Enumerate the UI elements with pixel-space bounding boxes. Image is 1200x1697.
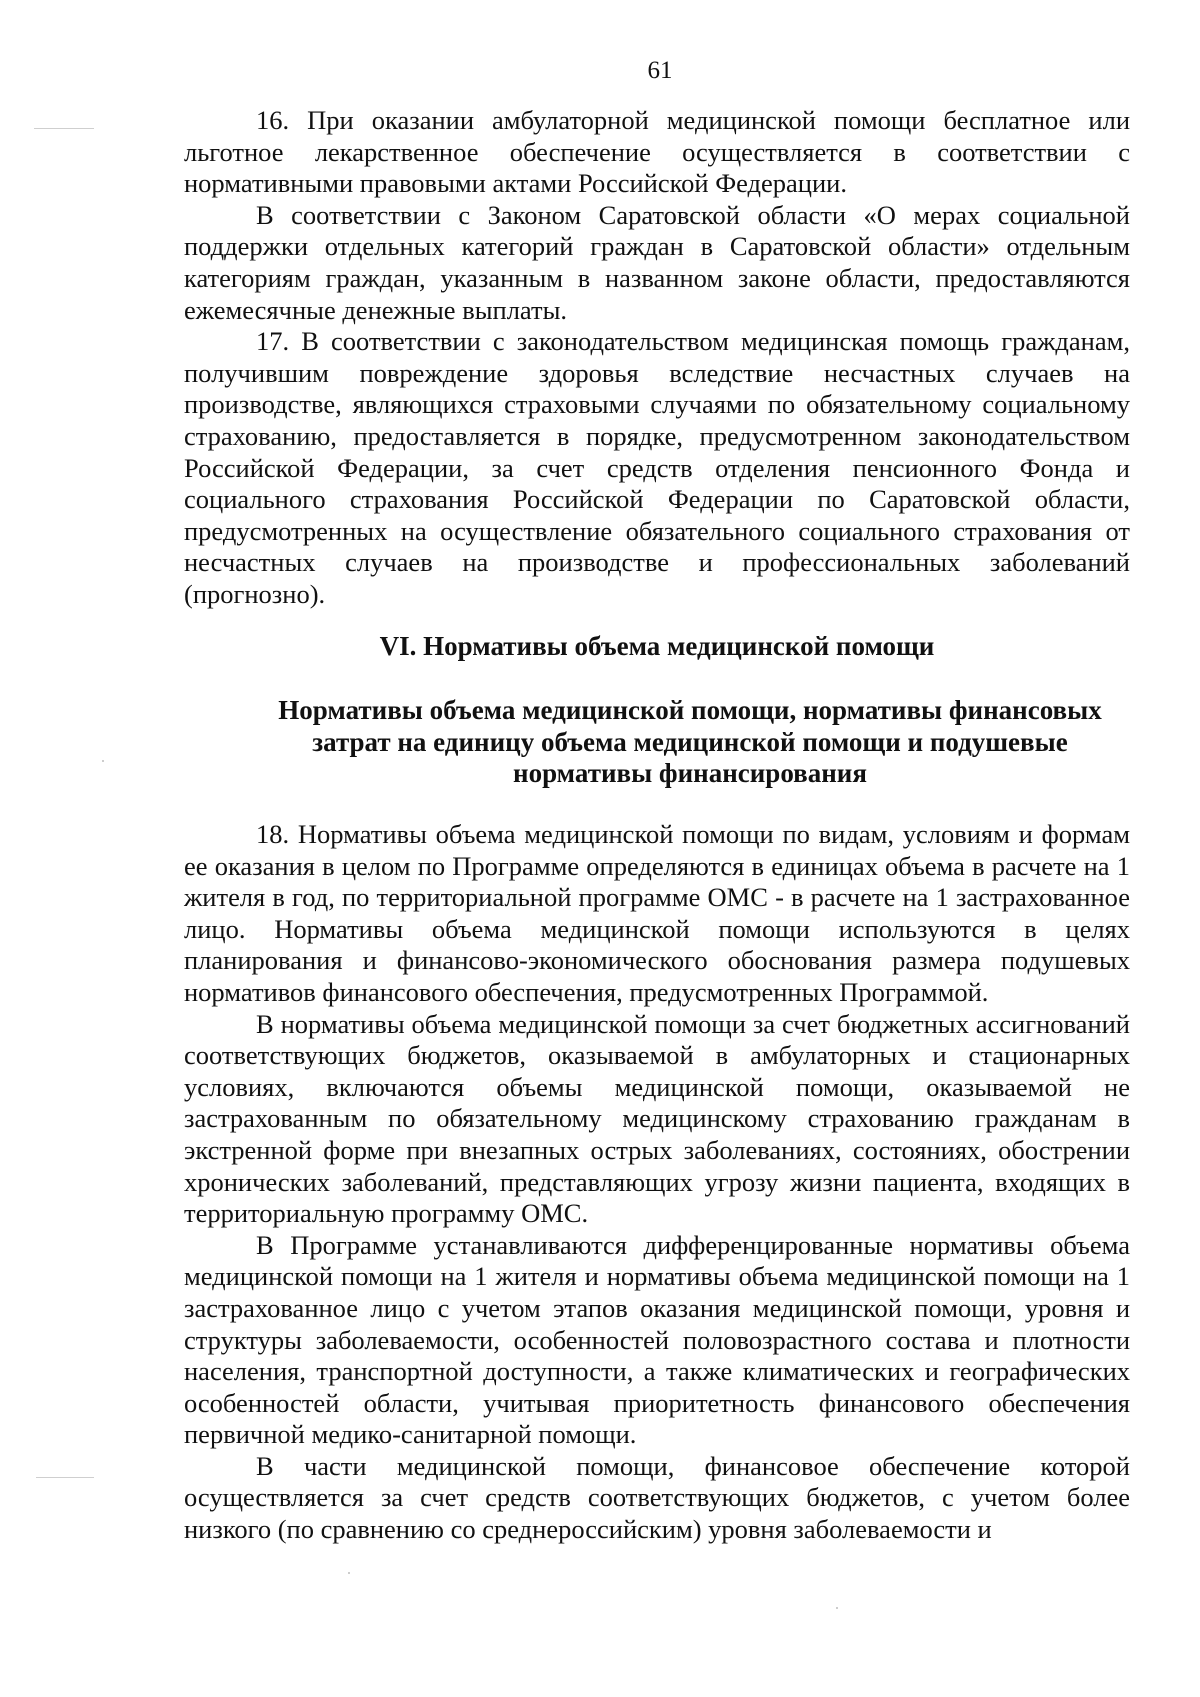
scan-speck — [102, 760, 104, 762]
paragraph-differentiated-norms: В Программе устанавливаются дифференцированные нормативы объема медицинской помощи на 1 жителя и нормативы объема медицинской помощи на 1 застрахованное лицо с учетом этапов оказания медицинской помощи, уровня и структуры заболеваемости, особенностей половозрастного состава и плотности населения, транспортной доступности, а также климатических и географических особенностей области, учитывая приоритетность финансового обеспечения первичной медико-санитарной помощи. — [184, 1229, 1130, 1450]
paragraph-17: 17. В соответствии с законодательством медицинская помощь гражданам, получившим повреждение здоровья вследствие несчастных случаев на производстве, являющихся страховыми случаями по обязательному социальному страхованию, предоставляется в порядке, предусмотренном законодательством Российской Федерации, за счет средств отделения пенсионного Фонда и социального страхования Российской Федерации по Саратовской области, предусмотренных на осуществление обязательного социального страхования от несчастных случаев на производстве и профессиональных заболеваний (прогнозно). — [184, 326, 1130, 609]
top-text-block — [184, 105, 1130, 611]
paragraph-budget-part: В части медицинской помощи, финансовое обеспечение которой осуществляется за счет средств соответствующих бюджетов, с учетом более низкого (по сравнению со среднероссийским) уровня заболеваемости и — [184, 1450, 1130, 1545]
paragraph-budget-volumes: В нормативы объема медицинской помощи за счет бюджетных ассигнований соответствующих бюджетов, оказываемой в амбулаторных и стационарных условиях, включаются объемы медицинской помощи, оказываемой не застрахованным по обязательному медицинскому страхованию гражданам в экстренной форме при внезапных острых заболеваниях, состояниях, обострении хронических заболеваний, представляющих угрозу жизни пациента, входящих в территориальную программу ОМС. — [184, 1008, 1130, 1229]
scan-artifact — [34, 128, 94, 129]
section-title: VI. Нормативы объема медицинской помощи — [379, 631, 935, 661]
scan-speck — [836, 1607, 838, 1609]
scan-speck — [348, 1572, 350, 1574]
paragraph-16: 16. При оказании амбулаторной медицинской помощи бесплатное или льготное лекарственное обеспечение осуществляется в соответствии с нормативными правовыми актами Российской Федерации. — [184, 105, 1130, 199]
paragraph-18: 18. Нормативы объема медицинской помощи по видам, условиям и формам ее оказания в целом по Программе определяются в единицах объема в расчете на 1 жителя в год, по территориальной программе ОМС - в расчете на 1 застрахованное лицо. Нормативы объема медицинской помощи используются в целях планирования и финансово-экономического обоснования размера подушевых нормативов финансового обеспечения, предусмотренных Программой. — [184, 819, 1130, 1007]
paragraph-saratov-law: В соответствии с Законом Саратовской области «О мерах социальной поддержки отдельных категорий граждан в Саратовской области» отдельным категориям граждан, указанным в названном законе области, предоставляются ежемесячные денежные выплаты. — [184, 199, 1130, 325]
page-number: 61 — [647, 57, 673, 84]
subsection-title: Нормативы объема медицинской помощи, нормативы финансовых затрат на единицу объема медицинской помощи и подушевые нормативы финансирования — [278, 695, 1102, 788]
scan-artifact — [36, 1477, 94, 1478]
bottom-text-block — [184, 819, 1130, 1546]
